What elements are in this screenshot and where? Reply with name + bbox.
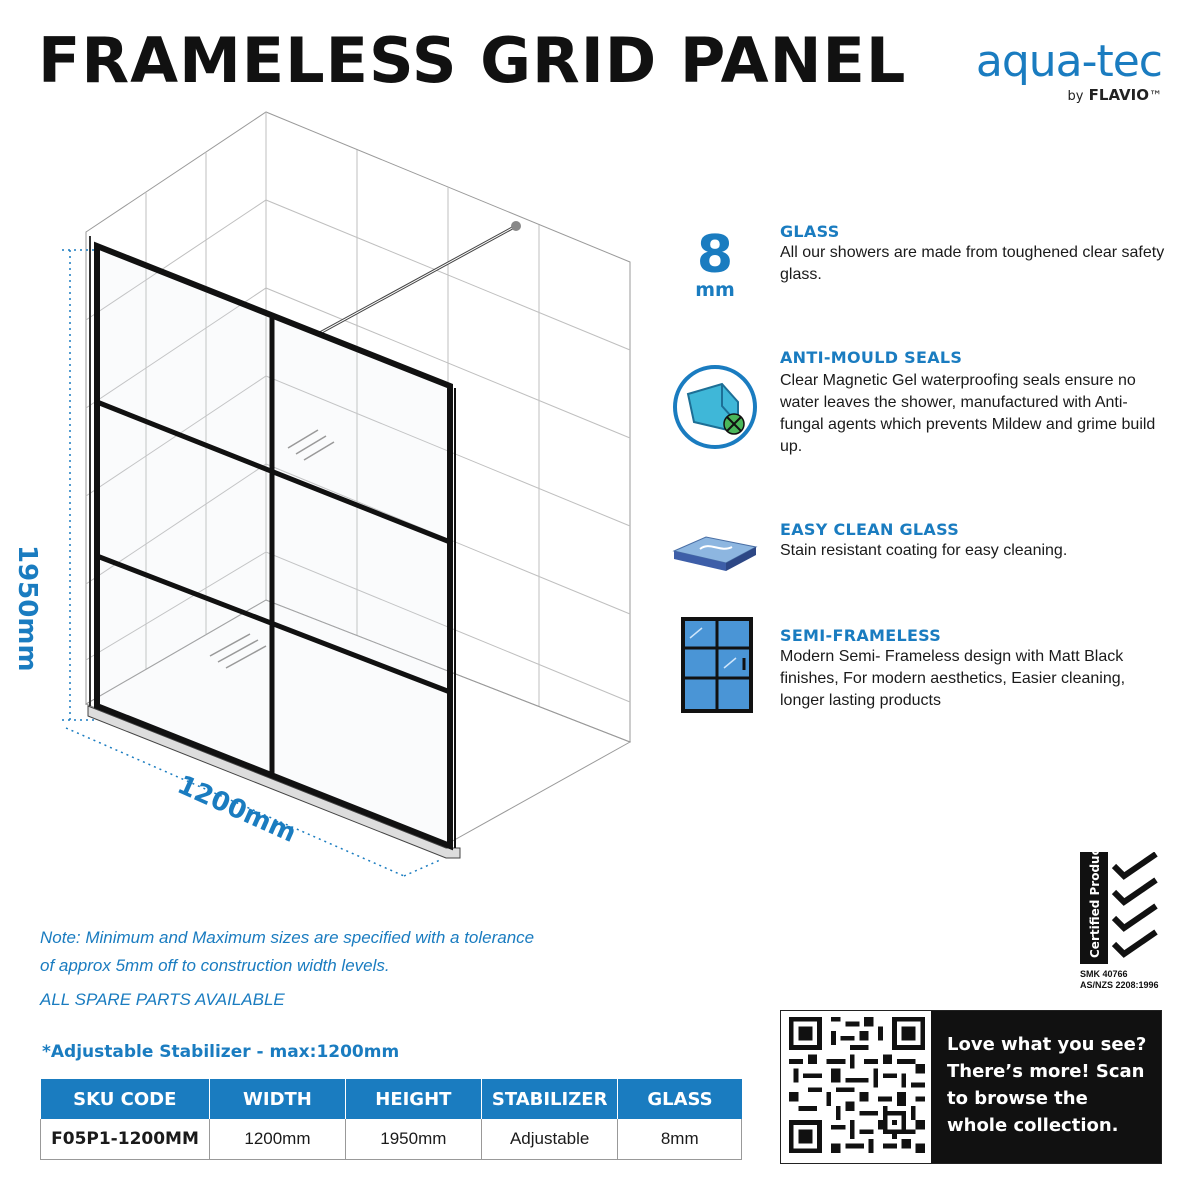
8mm-glass-icon	[670, 222, 760, 312]
feature-anti-mould-seals	[670, 350, 1170, 460]
feature-glass	[670, 222, 1170, 332]
wall-bracket	[511, 221, 521, 231]
grid-frame	[97, 246, 455, 848]
brand-name: aqua-tec	[975, 36, 1162, 87]
feature-description: All our showers are made from toughened clear safety glass.	[780, 244, 1165, 283]
header-width: WIDTH	[210, 1079, 346, 1119]
table-header-row	[41, 1079, 742, 1119]
certification-badge	[1080, 852, 1162, 991]
cell-width: 1200mm	[210, 1119, 346, 1160]
feature-description: Stain resistant coating for easy cleaning.	[780, 542, 1068, 559]
brand-subtitle	[950, 86, 1162, 104]
grid-panel-icon	[672, 620, 762, 710]
qr-promo-line3: to browse the	[947, 1088, 1088, 1109]
table-row	[41, 1119, 742, 1160]
tolerance-note-line1: Note: Minimum and Maximum sizes are specified with a tolerance	[40, 928, 535, 947]
header-glass: GLASS	[618, 1079, 742, 1119]
cell-height: 1950mm	[345, 1119, 481, 1160]
header-height: HEIGHT	[345, 1079, 481, 1119]
brand-logo	[950, 36, 1162, 104]
certified-product-label: Certified Product	[1088, 852, 1102, 958]
cert-code-smk: SMK 40766	[1080, 969, 1128, 979]
feature-description: Modern Semi- Frameless design with Matt Black finishes, For modern aesthetics, Easier cleaning, longer lasting products	[780, 648, 1126, 709]
tolerance-note	[40, 924, 640, 980]
feature-easy-clean-glass	[670, 520, 1170, 630]
qr-code-icon[interactable]	[789, 1017, 925, 1153]
spare-parts-note: ALL SPARE PARTS AVAILABLE	[40, 990, 285, 1009]
stabilizer-note: *Adjustable Stabilizer - max:1200mm	[42, 1042, 400, 1062]
brand-by: by	[1067, 89, 1084, 104]
feature-semi-frameless	[670, 626, 1170, 736]
qr-promo-line4: whole collection.	[947, 1115, 1119, 1136]
feature-title: SEMI-FRAMELESS	[780, 626, 942, 645]
glass-thickness-number: 8	[696, 224, 734, 285]
qr-promo-text	[947, 1031, 1152, 1139]
panel-diagram	[0, 100, 660, 900]
cert-code-asnzs: AS/NZS 2208:1996	[1080, 980, 1159, 990]
feature-title: ANTI-MOULD SEALS	[780, 348, 963, 367]
feature-title: EASY CLEAN GLASS	[780, 520, 960, 539]
glass-thickness-unit: mm	[695, 278, 735, 301]
qr-promo-line2: There’s more! Scan	[947, 1061, 1145, 1082]
brand-sub-name: FLAVIO	[1088, 86, 1149, 104]
header-stabilizer: STABILIZER	[481, 1079, 618, 1119]
cell-sku-code: F05P1-1200MM	[41, 1119, 210, 1160]
width-dimension-label: 1200mm	[172, 770, 301, 849]
qr-promo-line1: Love what you see?	[947, 1034, 1147, 1055]
feature-description: Clear Magnetic Gel waterproofing seals ensure no water leaves the shower, manufactured with Anti-fungal agents which prevents Mildew and grime build up.	[780, 372, 1156, 455]
cell-glass: 8mm	[618, 1119, 742, 1160]
feature-title: GLASS	[780, 222, 840, 241]
page-title: FRAMELESS GRID PANEL	[38, 24, 907, 97]
seal-profile-icon	[670, 362, 760, 452]
spec-table	[40, 1079, 742, 1160]
header-sku-code: SKU CODE	[41, 1079, 210, 1119]
certified-check-icon	[1080, 852, 1162, 964]
brand-trademark: ™	[1149, 89, 1162, 104]
qr-promo-panel	[780, 1010, 1162, 1164]
height-dimension-label: 1950mm	[12, 545, 42, 672]
cell-stabilizer: Adjustable	[481, 1119, 618, 1160]
easy-clean-glass-icon	[670, 508, 760, 598]
tolerance-note-line2: of approx 5mm off to construction width levels.	[40, 956, 390, 975]
